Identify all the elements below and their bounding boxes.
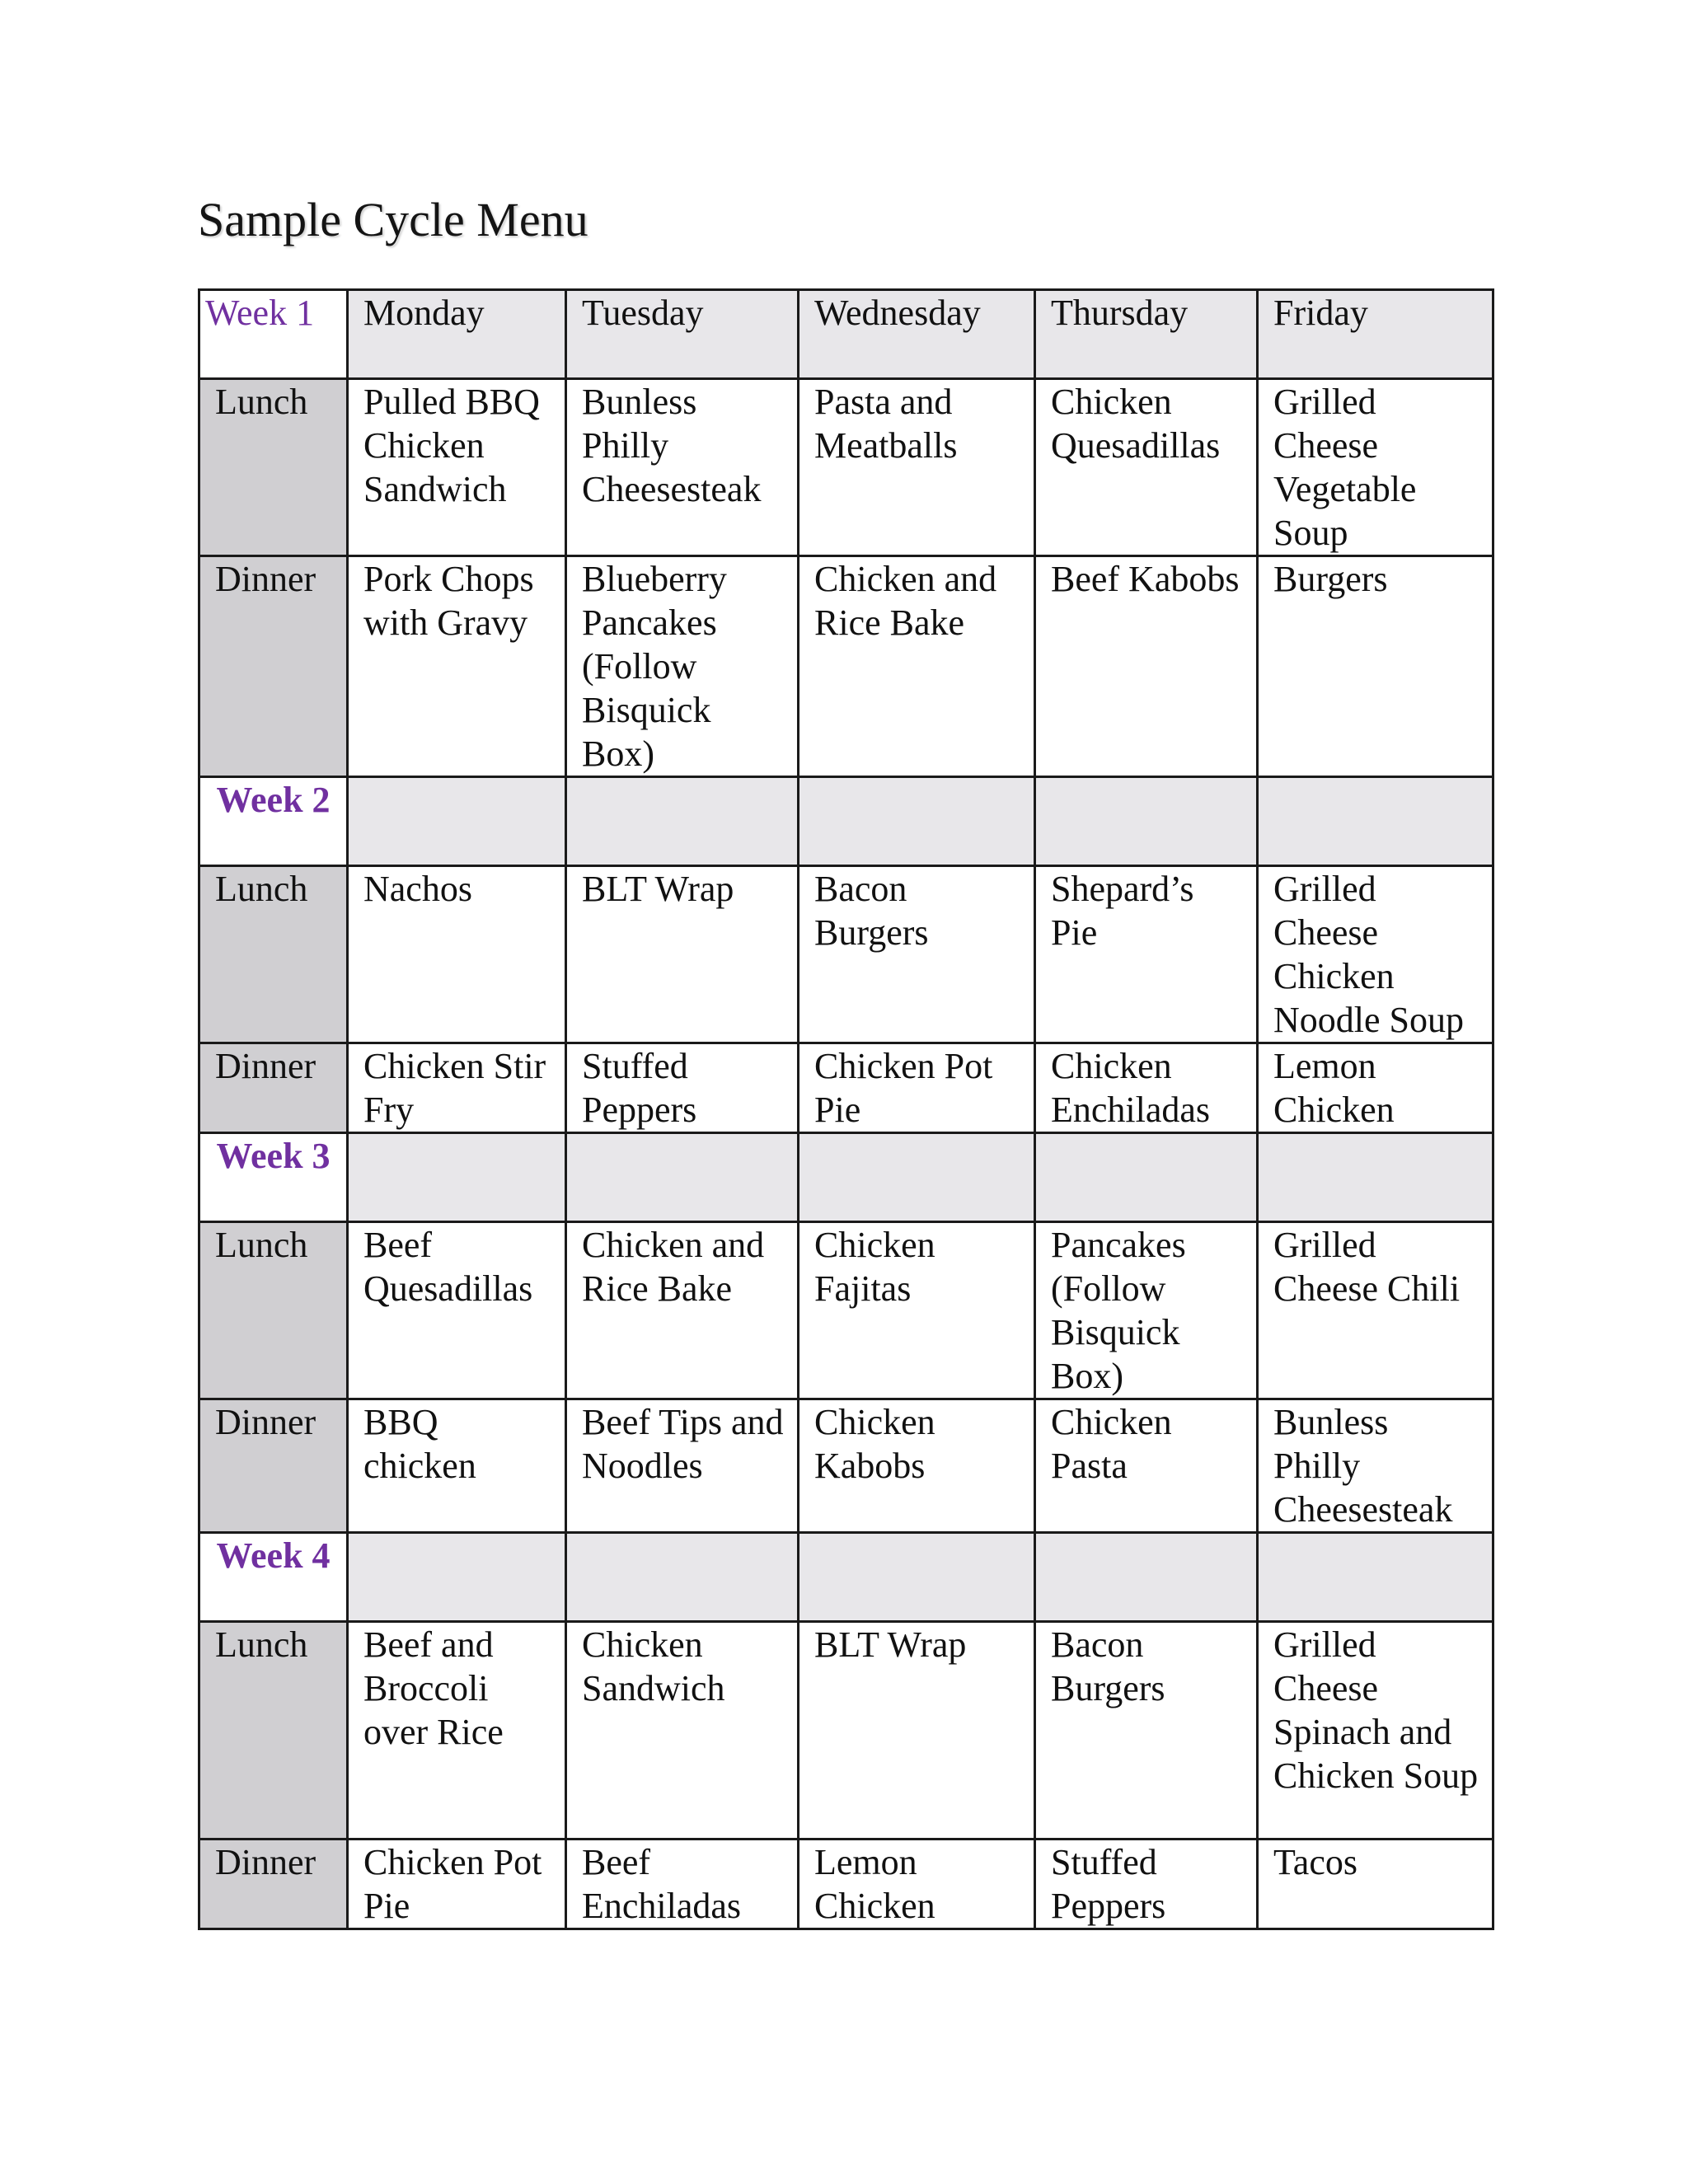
dish-cell: Bacon Burgers bbox=[799, 866, 1035, 1043]
blank-cell bbox=[799, 1133, 1035, 1222]
dish-cell: Chicken Quesadillas bbox=[1035, 379, 1258, 556]
dish-cell: Chicken Enchiladas bbox=[1035, 1043, 1258, 1133]
blank-cell bbox=[799, 1533, 1035, 1622]
dish-cell: Stuffed Peppers bbox=[1035, 1840, 1258, 1929]
day-header-wednesday: Wednesday bbox=[799, 290, 1035, 379]
dish-cell: Pancakes (Follow Bisquick Box) bbox=[1035, 1222, 1258, 1399]
week-2-dinner-row bbox=[199, 1043, 1493, 1133]
week-3-lunch-row bbox=[199, 1222, 1493, 1399]
dish-cell: Blueberry Pancakes (Follow Bisquick Box) bbox=[566, 556, 799, 777]
header-row bbox=[199, 290, 1493, 379]
week-4-lunch-row bbox=[199, 1622, 1493, 1840]
dish-cell: Beef Quesadillas bbox=[348, 1222, 566, 1399]
week-4-header-row bbox=[199, 1533, 1493, 1622]
dish-cell: Beef Enchiladas bbox=[566, 1840, 799, 1929]
dish-cell: Chicken Pot Pie bbox=[799, 1043, 1035, 1133]
dish-cell: Burgers bbox=[1258, 556, 1493, 777]
dish-cell: Beef and Broccoli over Rice bbox=[348, 1622, 566, 1840]
dish-cell: Chicken Pasta bbox=[1035, 1399, 1258, 1533]
week-3-label: Week 3 bbox=[199, 1133, 348, 1222]
dish-cell: BBQ chicken bbox=[348, 1399, 566, 1533]
blank-cell bbox=[348, 1533, 566, 1622]
dish-cell: Pulled BBQ Chicken Sandwich bbox=[348, 379, 566, 556]
dish-cell: Pasta and Meatballs bbox=[799, 379, 1035, 556]
dish-cell: Bunless Philly Cheesesteak bbox=[1258, 1399, 1493, 1533]
dish-cell: BLT Wrap bbox=[799, 1622, 1035, 1840]
blank-cell bbox=[348, 1133, 566, 1222]
blank-cell bbox=[1258, 1533, 1493, 1622]
dish-cell: Stuffed Peppers bbox=[566, 1043, 799, 1133]
blank-cell bbox=[566, 777, 799, 866]
dish-cell: Grilled Cheese Chili bbox=[1258, 1222, 1493, 1399]
week-2-lunch-row bbox=[199, 866, 1493, 1043]
meal-label-lunch: Lunch bbox=[199, 1622, 348, 1840]
dish-cell: Grilled Cheese Chicken Noodle Soup bbox=[1258, 866, 1493, 1043]
meal-label-lunch: Lunch bbox=[199, 866, 348, 1043]
dish-cell: Chicken and Rice Bake bbox=[566, 1222, 799, 1399]
meal-label-dinner: Dinner bbox=[199, 1043, 348, 1133]
blank-cell bbox=[1258, 1133, 1493, 1222]
week-1-lunch-row bbox=[199, 379, 1493, 556]
week-2-label: Week 2 bbox=[199, 777, 348, 866]
blank-cell bbox=[1035, 777, 1258, 866]
blank-cell bbox=[1035, 1133, 1258, 1222]
dish-cell: Lemon Chicken bbox=[799, 1840, 1035, 1929]
meal-label-dinner: Dinner bbox=[199, 1399, 348, 1533]
dish-cell: Chicken Fajitas bbox=[799, 1222, 1035, 1399]
dish-cell: Nachos bbox=[348, 866, 566, 1043]
week-4-label: Week 4 bbox=[199, 1533, 348, 1622]
day-header-thursday: Thursday bbox=[1035, 290, 1258, 379]
blank-cell bbox=[348, 777, 566, 866]
week-3-header-row bbox=[199, 1133, 1493, 1222]
meal-label-dinner: Dinner bbox=[199, 556, 348, 777]
week-1-header: Week 1 bbox=[199, 290, 348, 379]
week-2-header-row bbox=[199, 777, 1493, 866]
dish-cell: Grilled Cheese Vegetable Soup bbox=[1258, 379, 1493, 556]
dish-cell: BLT Wrap bbox=[566, 866, 799, 1043]
dish-cell: Tacos bbox=[1258, 1840, 1493, 1929]
dish-cell: Chicken Kabobs bbox=[799, 1399, 1035, 1533]
dish-cell: Beef Tips and Noodles bbox=[566, 1399, 799, 1533]
week-4-dinner-row bbox=[199, 1840, 1493, 1929]
dish-cell: Bacon Burgers bbox=[1035, 1622, 1258, 1840]
blank-cell bbox=[1258, 777, 1493, 866]
meal-label-lunch: Lunch bbox=[199, 379, 348, 556]
dish-cell: Chicken Sandwich bbox=[566, 1622, 799, 1840]
meal-label-lunch: Lunch bbox=[199, 1222, 348, 1399]
dish-cell: Beef Kabobs bbox=[1035, 556, 1258, 777]
dish-cell: Bunless Philly Cheesesteak bbox=[566, 379, 799, 556]
week-1-dinner-row bbox=[199, 556, 1493, 777]
day-header-tuesday: Tuesday bbox=[566, 290, 799, 379]
dish-cell: Pork Chops with Gravy bbox=[348, 556, 566, 777]
dish-cell: Chicken Stir Fry bbox=[348, 1043, 566, 1133]
blank-cell bbox=[1035, 1533, 1258, 1622]
dish-cell: Grilled Cheese Spinach and Chicken Soup bbox=[1258, 1622, 1493, 1840]
blank-cell bbox=[799, 777, 1035, 866]
dish-cell: Chicken Pot Pie bbox=[348, 1840, 566, 1929]
dish-cell: Chicken and Rice Bake bbox=[799, 556, 1035, 777]
day-header-friday: Friday bbox=[1258, 290, 1493, 379]
blank-cell bbox=[566, 1133, 799, 1222]
dish-cell: Lemon Chicken bbox=[1258, 1043, 1493, 1133]
week-3-dinner-row bbox=[199, 1399, 1493, 1533]
blank-cell bbox=[566, 1533, 799, 1622]
cycle-menu-table bbox=[198, 288, 1494, 1930]
day-header-monday: Monday bbox=[348, 290, 566, 379]
meal-label-dinner: Dinner bbox=[199, 1840, 348, 1929]
page-title: Sample Cycle Menu bbox=[198, 193, 588, 246]
dish-cell: Shepard’s Pie bbox=[1035, 866, 1258, 1043]
